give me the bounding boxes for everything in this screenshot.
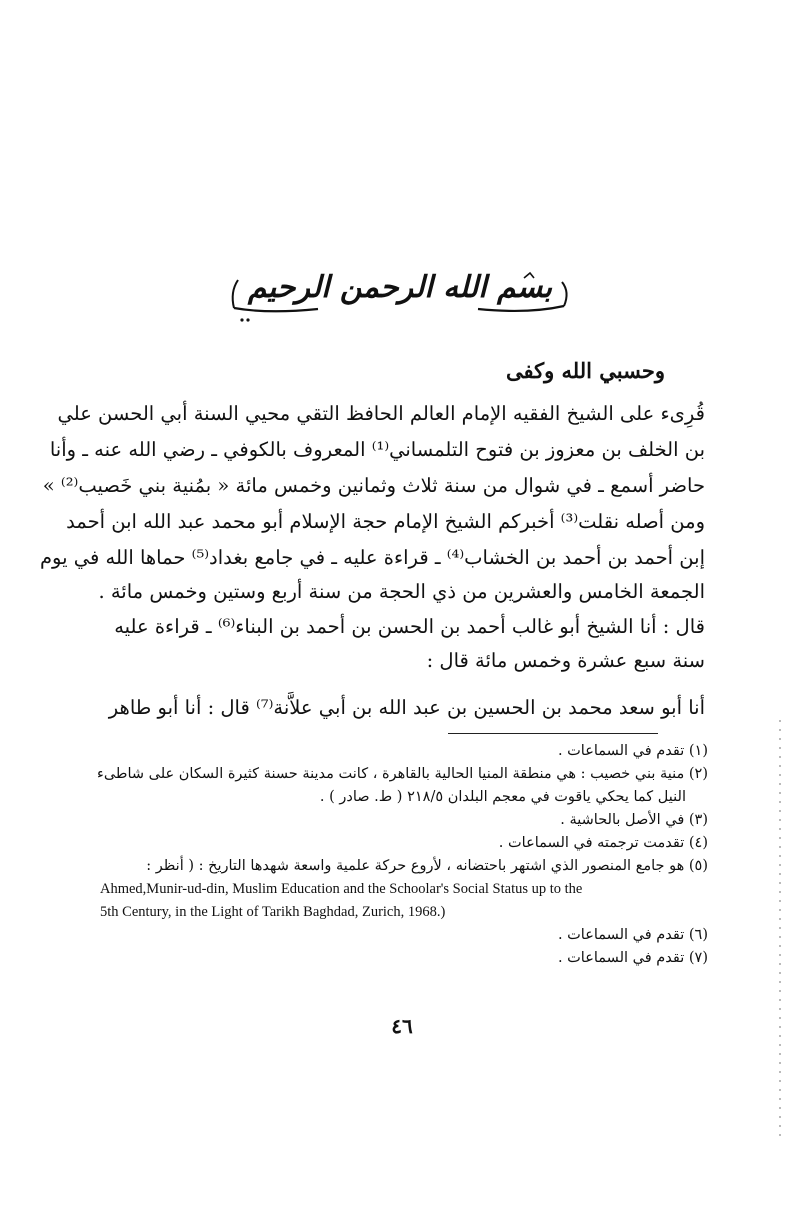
footnote: (٤) تقدمت ترجمته في السماعات .	[498, 835, 708, 851]
text-line: قُرِىء على الشيخ الفقيه الإمام العالم الحافظ التقي محيي السنة أبي الحسن علي	[57, 402, 705, 425]
basmala-text: بسم الله الرحمن الرحيم	[247, 270, 553, 305]
scan-edge-artifact	[779, 720, 781, 1140]
basmala-calligraphy	[228, 262, 572, 332]
footnote: (٧) تقدم في السماعات .	[557, 950, 708, 966]
footnotes	[97, 740, 708, 970]
text-line: إبن أحمد بن أحمد بن الخشاب⁽⁴⁾ ـ قراءة عليه ـ في جامع بغداد⁽⁵⁾ حماها الله في يوم	[39, 546, 705, 569]
page-number: ٤٦	[391, 1014, 413, 1038]
text-line: حاضر أسمع ـ في شوال من سنة ثلاث وثمانين وخمس مائة « بمُنية بني خَصيب⁽²⁾ »	[42, 474, 705, 497]
paragraph-1	[39, 400, 705, 606]
opening-line: وحسبي الله وكفى	[505, 358, 665, 383]
footnote: (٢) منية بني خصيب : هي منطقة المنيا الحالية بالقاهرة ، كانت مدينة حسنة كثيرة السكان على شاطىء	[97, 766, 708, 782]
footnote: (٦) تقدم في السماعات .	[557, 927, 708, 943]
footnote: (٣) في الأصل بالحاشية .	[560, 812, 708, 828]
text-line: ومن أصله نقلت⁽³⁾ أخبركم الشيخ الإمام حجة الإسلام أبو محمد عبد الله ابن أحمد	[66, 510, 705, 533]
text-line: أنا أبو سعد محمد بن الحسين بن عبد الله بن أبي علاَّنة⁽⁷⁾ قال : أنا أبو طاهر	[108, 696, 705, 719]
paragraph-3	[100, 694, 705, 722]
footnote-reference-english: 5th Century, in the Light of Tarikh Baghdad, Zurich, 1968.)	[100, 904, 446, 920]
text-line: الجمعة الخامس والعشرين من ذي الحجة من سنة أربع وستين وخمس مائة .	[98, 580, 705, 603]
paragraph-2	[100, 613, 705, 675]
footnote-reference-english: Ahmed,Munir-ud-din, Muslim Education and the Schoolar's Social Status up to the	[100, 881, 583, 897]
text-line: قال : أنا الشيخ أبو غالب أحمد بن الحسن بن أحمد بن البناء⁽⁶⁾ ـ قراءة عليه	[114, 615, 705, 638]
footnote: (١) تقدم في السماعات .	[557, 743, 708, 759]
text-line: سنة سبع عشرة وخمس مائة قال :	[426, 649, 705, 672]
footnote: (٥) هو جامع المنصور الذي اشتهر باحتضانه ، لأروع حركة علمية واسعة شهدها التاريخ : ( أنظر :	[146, 858, 708, 874]
footnote-continuation: النيل كما يحكي ياقوت في معجم البلدان ٢١٨/٥ ( ط. صادر ) .	[319, 789, 686, 805]
footnote-separator	[448, 733, 658, 734]
text-line: بن الخلف بن معزوز بن فتوح التلمساني⁽¹⁾ المعروف بالكوفي ـ رضي الله عنه ـ وأنا	[49, 438, 705, 461]
